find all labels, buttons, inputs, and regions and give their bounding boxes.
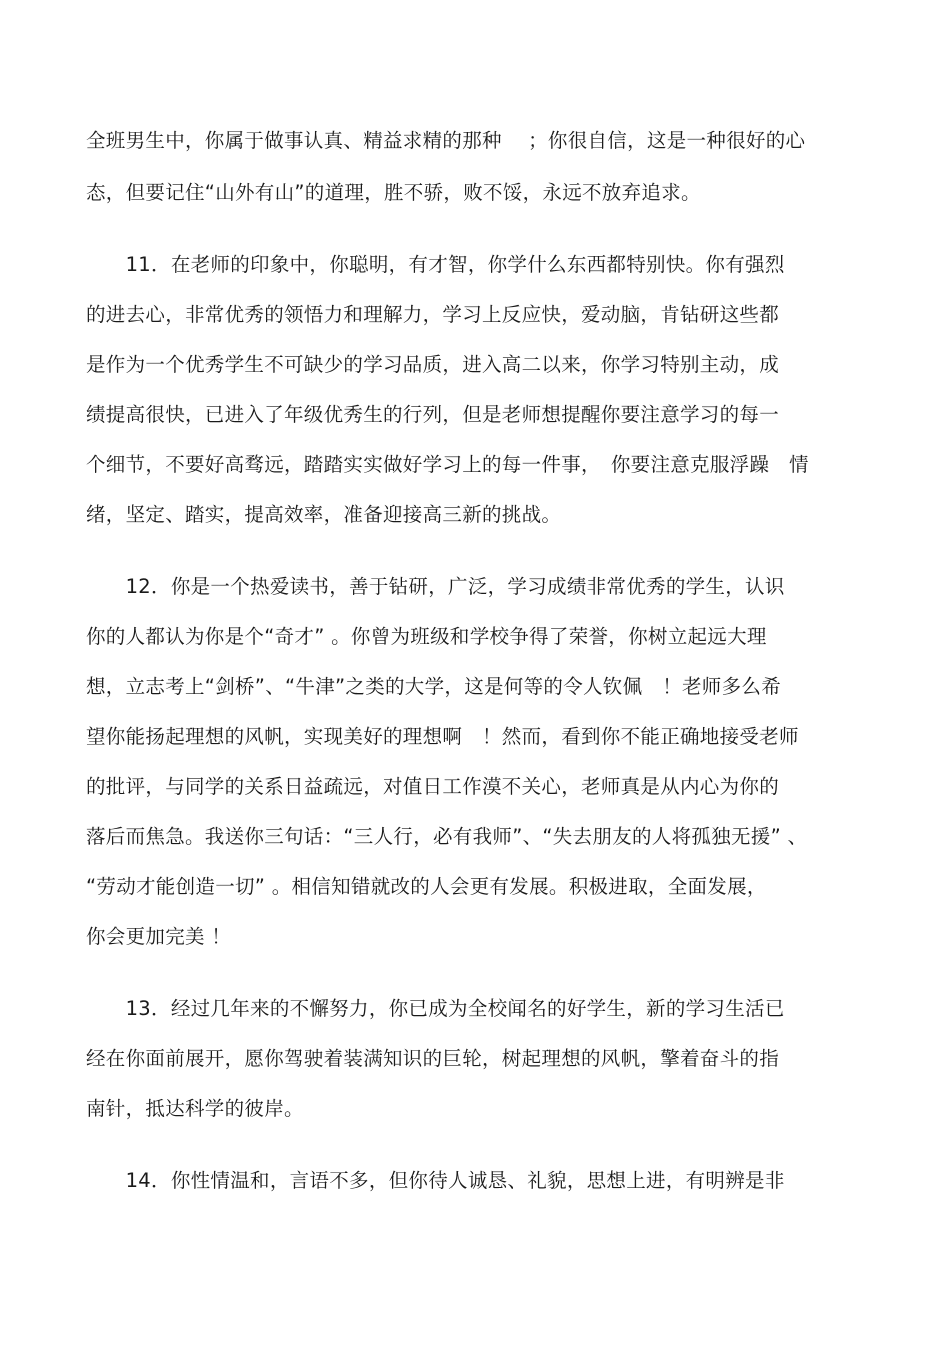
- text-line: 望你能扬起理想的风帆，实现美好的理想啊 ！然而，看到你不能正确地接受老师: [86, 725, 799, 748]
- text-line: 态，但要记住“山外有山”的道理，胜不骄，败不馁，永远不放弃追求。: [86, 181, 701, 204]
- text-line: 南针，抵达科学的彼岸。: [86, 1097, 304, 1120]
- text-line: 落后而焦急。我送你三句话：“三人行，必有我师”、“失去朋友的人将孤独无援” 、: [86, 825, 808, 848]
- text-line: 你的人都认为你是个“奇才” 。你曾为班级和学校争得了荣誉，你树立起远大理: [86, 625, 767, 648]
- text-line: 14．你性情温和，言语不多，但你待人诚恳、礼貌，思想上进，有明辨是非: [86, 1169, 785, 1192]
- text-line: 的批评，与同学的关系日益疏远，对值日工作漠不关心，老师真是从内心为你的: [86, 775, 780, 798]
- text-line: 全班男生中，你属于做事认真、精益求精的那种 ；你很自信，这是一种很好的心: [86, 129, 806, 152]
- text-line: 13．经过几年来的不懈努力，你已成为全校闻名的好学生，新的学习生活已: [86, 997, 785, 1020]
- text-line: 绩提高很快，已进入了年级优秀生的行列，但是老师想提醒你要注意学习的每一: [86, 403, 780, 426]
- text-line: “劳动才能创造一切” 。相信知错就改的人会更有发展。积极进取，全面发展，: [86, 875, 767, 898]
- text-line: 想，立志考上“剑桥”、“牛津”之类的大学，这是何等的令人钦佩 ！老师多么希: [86, 675, 782, 698]
- text-line: 经在你面前展开，愿你驾驶着装满知识的巨轮，树起理想的风帆，擎着奋斗的指: [86, 1047, 780, 1070]
- text-line: 11．在老师的印象中，你聪明，有才智，你学什么东西都特别快。你有强烈: [86, 253, 785, 276]
- text-line: 个细节，不要好高骛远，踏踏实实做好学习上的每一件事， 你要注意克服浮躁 情: [86, 453, 809, 476]
- text-line: 你会更加完美 ！: [86, 925, 232, 948]
- text-line: 的进去心，非常优秀的领悟力和理解力，学习上反应快，爱动脑，肯钻研这些都: [86, 303, 780, 326]
- text-line: 12．你是一个热爱读书，善于钻研，广泛，学习成绩非常优秀的学生，认识: [86, 575, 785, 598]
- text-line: 是作为一个优秀学生不可缺少的学习品质，进入高二以来，你学习特别主动，成: [86, 353, 780, 376]
- text-line: 绪，坚定、踏实，提高效率，准备迎接高三新的挑战。: [86, 503, 562, 526]
